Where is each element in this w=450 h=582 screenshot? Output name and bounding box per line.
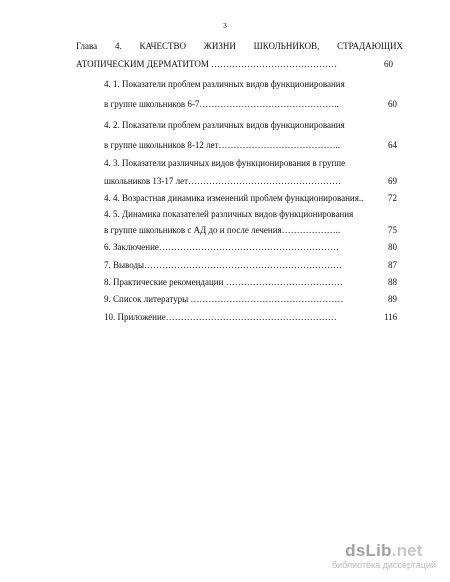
toc-entry: 4. 1. Показатели проблем различных видов функционирования bbox=[104, 79, 345, 89]
watermark-tld: .net bbox=[391, 541, 423, 560]
toc-entry: 10. Приложение………………………………………………… bbox=[104, 312, 337, 322]
toc-page-number: 60 bbox=[388, 99, 397, 109]
toc-page-number: 116 bbox=[384, 312, 398, 322]
toc-entry: 4. 2. Показатели проблем различных видов функционирования bbox=[104, 120, 345, 130]
watermark-brand: dsLib bbox=[345, 541, 392, 560]
toc-entry: в группе школьников 8-12 лет………………………………….. bbox=[104, 140, 340, 150]
toc-page-number: 87 bbox=[388, 260, 397, 270]
chapter-heading-line2: АТОПИЧЕСКИМ ДЕРМАТИТОМ …………………………………… bbox=[76, 59, 338, 69]
toc-entry: 4. 3. Показатели различных видов функционирования в группе bbox=[104, 158, 346, 168]
toc-entry: 6. Заключение…………………………………………………… bbox=[104, 242, 339, 252]
toc-entry: 7. Выводы………………………………………………………… bbox=[104, 260, 343, 270]
toc-page-number: 88 bbox=[388, 277, 397, 287]
watermark-tagline: библиотека диссертаций bbox=[331, 560, 436, 570]
chapter-page: 60 bbox=[384, 59, 393, 69]
toc-page-number: 69 bbox=[388, 176, 397, 186]
toc-entry: школьников 13-17 лет…………………………………………… bbox=[104, 176, 342, 186]
toc-page-number: 80 bbox=[388, 242, 397, 252]
toc-entry: 4. 5. Динамика показателей различных видов функционирования bbox=[104, 209, 354, 219]
chapter-word: КАЧЕСТВО bbox=[139, 41, 186, 51]
toc-entry: в группе школьников с АД до и после лечения……………….. bbox=[104, 225, 341, 235]
toc-entry: 8. Практические рекомендации ………………………………… bbox=[104, 277, 343, 287]
page-number: 3 bbox=[223, 22, 227, 30]
toc-page-number: 64 bbox=[388, 140, 397, 150]
chapter-heading-line1 bbox=[76, 42, 403, 51]
toc-page-number: 75 bbox=[388, 225, 397, 235]
toc-page-number: 89 bbox=[388, 294, 397, 304]
chapter-word: СТРАДАЮЩИХ bbox=[337, 41, 403, 51]
chapter-word: 4. bbox=[114, 41, 122, 51]
watermark bbox=[332, 542, 436, 570]
chapter-word: ШКОЛЬНИКОВ, bbox=[253, 41, 320, 51]
toc-page-number: 72 bbox=[388, 193, 397, 203]
toc-entry: в группе школьников 6-7……………………………………….. bbox=[104, 99, 339, 109]
toc-entry: 4. 4. Возрастная динамика изменений проблем функционирования.. bbox=[104, 193, 364, 203]
watermark-logo bbox=[332, 542, 436, 559]
chapter-word: Глава bbox=[76, 41, 98, 51]
chapter-word: ЖИЗНИ bbox=[203, 41, 236, 51]
toc-entry: 9. Список литературы …………………………………………… bbox=[104, 294, 344, 304]
